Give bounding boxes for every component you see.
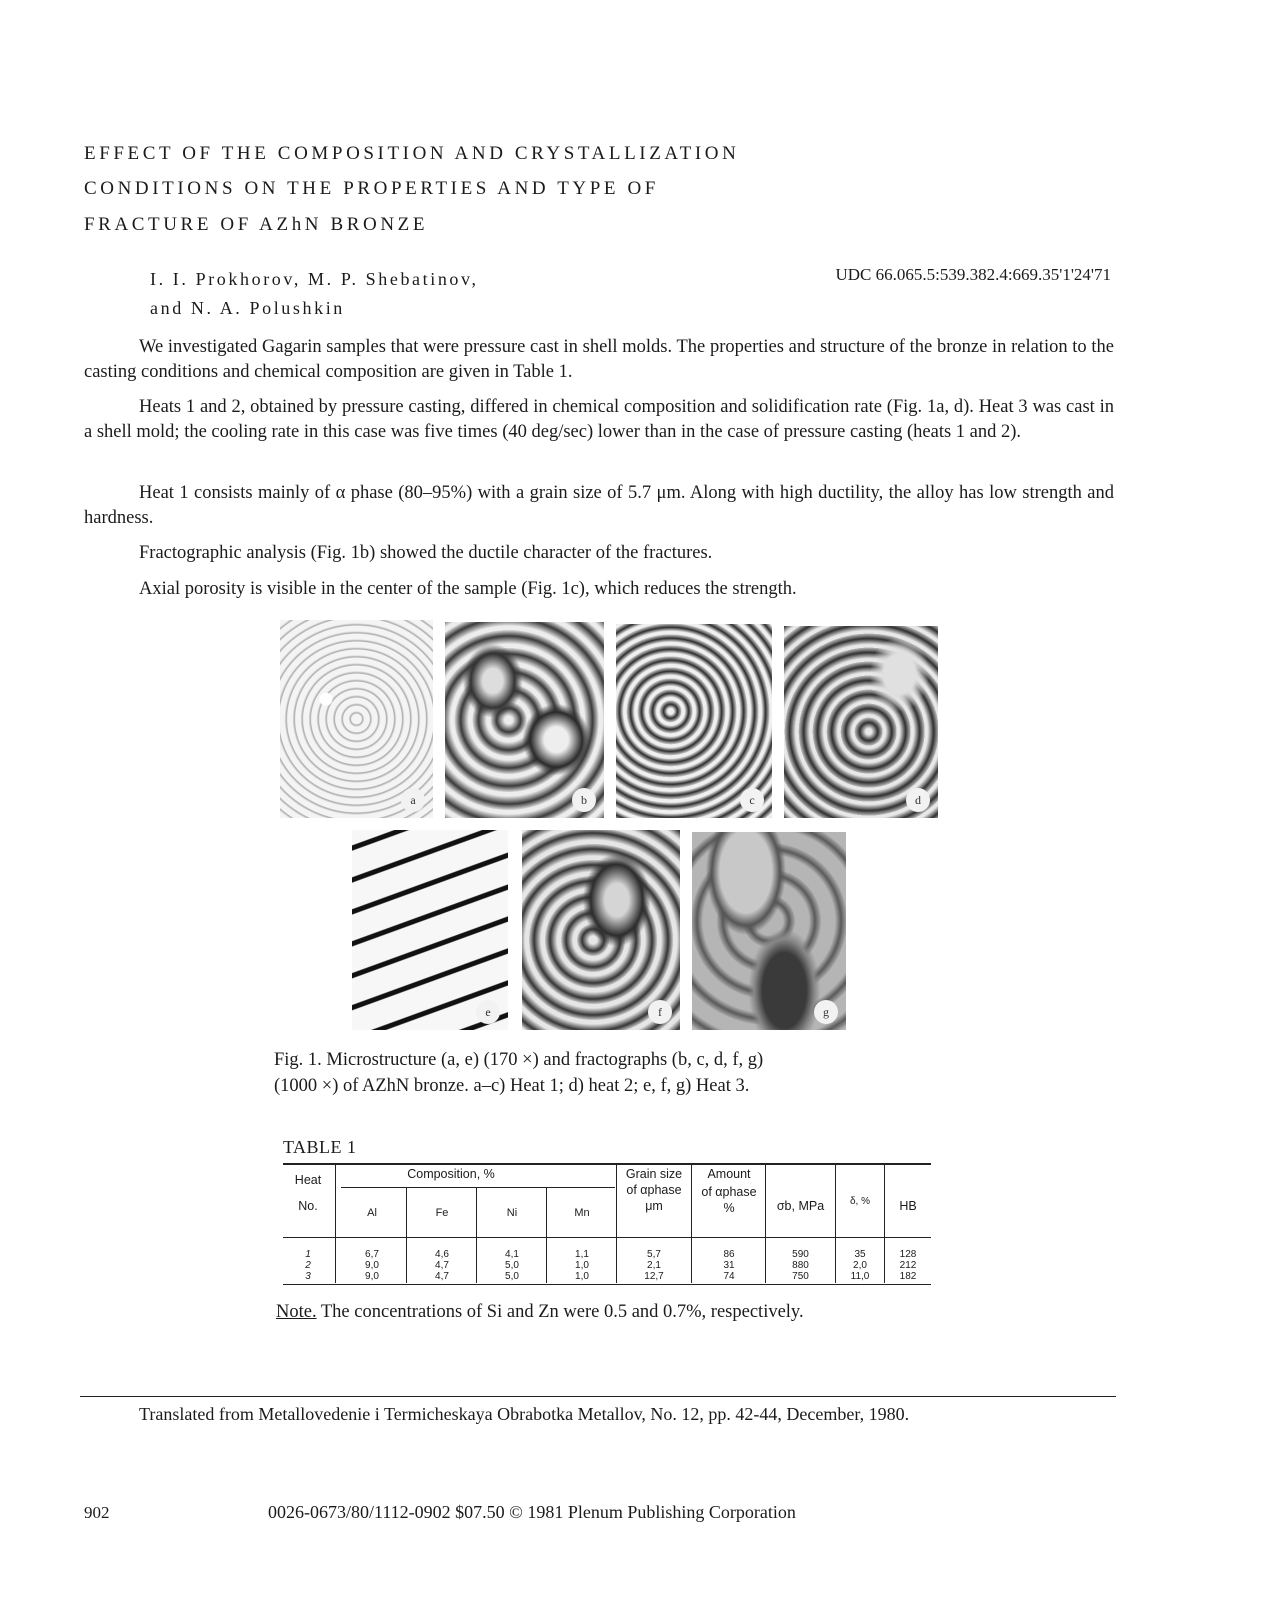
row2-mn: 1,0 (575, 1260, 589, 1271)
table-vline (546, 1188, 547, 1283)
row1-grain: 5,7 (647, 1249, 661, 1260)
table-vline (335, 1165, 336, 1283)
data-table (283, 1163, 931, 1286)
header-grain-2: of αphase (626, 1183, 682, 1197)
figure-panel-d (784, 626, 938, 818)
row1-al: 6,7 (365, 1249, 379, 1260)
row1-mn: 1,1 (575, 1249, 589, 1260)
footnote: Translated from Metallovedenie i Termicheskaya Obrabotka Metallov, No. 12, pp. 42-44, December, 1980. (139, 1404, 910, 1424)
row2-grain: 2,1 (647, 1260, 661, 1271)
panel-label-c: c (740, 788, 764, 812)
header-fe: Fe (435, 1207, 449, 1219)
title-line-1: EFFECT OF THE COMPOSITION AND CRYSTALLIZATION (84, 143, 740, 164)
row1-fe: 4,6 (435, 1249, 449, 1260)
table-bottom-rule (283, 1284, 931, 1285)
paragraph-1: We investigated Gagarin samples that were pressure cast in shell molds. The properties and structure of the bronze in relation to the casting conditions and chemical composition are given in Table 1. (84, 337, 1114, 382)
paragraph-2: Heats 1 and 2, obtained by pressure casting, differed in chemical composition and solidification rate (Fig. 1a, d). Heat 3 was cast in a shell mold; the cooling rate in this case was five times (40 deg/sec) lower than in the case of pressure casting (heats 1 and 2). (84, 397, 1114, 442)
header-sigma: σb, MPa (776, 1199, 825, 1213)
panel-label-g: g (814, 1000, 838, 1024)
row1-sigma: 590 (792, 1249, 809, 1260)
table-note (276, 1302, 804, 1323)
row3-sigma: 750 (792, 1271, 809, 1282)
row3-mn: 1,0 (575, 1271, 589, 1282)
note-label: Note. (276, 1302, 317, 1322)
row2-al: 9,0 (365, 1260, 379, 1271)
figure-panel-b (445, 622, 604, 818)
authors-line-2: and N. A. Polushkin (150, 298, 345, 318)
figure-caption-line-2: (1000 ×) of AZhN bronze. a–c) Heat 1; d) heat 2; e, f, g) Heat 3. (274, 1076, 750, 1096)
row3-hb: 182 (899, 1271, 917, 1282)
table-header-rule (283, 1237, 931, 1238)
row1-ni: 4,1 (505, 1249, 519, 1260)
figure-caption (274, 1047, 763, 1099)
paragraph-3: Heat 1 consists mainly of α phase (80–95%) with a grain size of 5.7 μm. Along with high ductility, the alloy has low strength and hardness. (84, 483, 1114, 528)
panel-label-f: f (648, 1000, 672, 1024)
panel-label-a: a (401, 788, 425, 812)
header-grain-1: Grain size (625, 1167, 683, 1181)
row1-amount: 86 (723, 1249, 735, 1260)
row3-grain: 12,7 (644, 1271, 664, 1282)
title-line-3: FRACTURE OF AZhN BRONZE (84, 214, 429, 235)
row3-delta: 11,0 (850, 1271, 870, 1282)
row1-hb: 128 (899, 1249, 917, 1260)
row2-delta: 2,0 (853, 1260, 867, 1271)
row3-heat: 3 (305, 1271, 311, 1282)
note-text: The concentrations of Si and Zn were 0.5 and 0.7%, respectively. (316, 1302, 804, 1322)
footnote-rule (80, 1396, 1116, 1397)
paragraph-4: Fractographic analysis (Fig. 1b) showed the ductile character of the fractures. (139, 543, 713, 563)
figure-panel-a (280, 620, 433, 818)
authors-line-1: I. I. Prokhorov, M. P. Shebatinov, (150, 269, 479, 289)
header-ni: Ni (506, 1207, 518, 1219)
table-title: TABLE 1 (283, 1137, 357, 1157)
table-vline (406, 1188, 407, 1283)
figure-panel-f (522, 830, 680, 1030)
copyright-line: 0026-0673/80/1112-0902 $07.50 © 1981 Plenum Publishing Corporation (268, 1502, 796, 1522)
row2-hb: 212 (899, 1260, 917, 1271)
header-amount-3: % (723, 1201, 735, 1215)
header-amount-1: Amount (707, 1167, 751, 1181)
panel-label-d: d (906, 788, 930, 812)
header-hb: HB (899, 1199, 917, 1213)
row2-amount: 31 (723, 1260, 735, 1271)
row3-ni: 5,0 (505, 1271, 519, 1282)
figure-panel-g (692, 832, 846, 1030)
table-top-rule (283, 1163, 931, 1165)
row1-heat: 1 (305, 1249, 311, 1260)
header-amount-2: of αphase (701, 1185, 757, 1199)
figure-panel-e (352, 830, 508, 1030)
header-heat-no: No. (298, 1199, 318, 1213)
authors (150, 265, 479, 323)
header-al: Al (367, 1207, 377, 1219)
row2-sigma: 880 (792, 1260, 809, 1271)
udc-code: UDC 66.065.5:539.382.4:669.35'1'24'71 (835, 265, 1111, 284)
row2-ni: 5,0 (505, 1260, 519, 1271)
paragraph-5: Axial porosity is visible in the center of the sample (Fig. 1c), which reduces the strength. (139, 579, 797, 599)
figure-caption-line-1: Fig. 1. Microstructure (a, e) (170 ×) and fractographs (b, c, d, f, g) (274, 1050, 764, 1070)
header-mn: Mn (574, 1207, 590, 1219)
panel-label-e: e (476, 1000, 500, 1024)
panel-label-b: b (572, 788, 596, 812)
figure-panel-c (616, 624, 772, 818)
title-line-2: CONDITIONS ON THE PROPERTIES AND TYPE OF (84, 178, 659, 199)
page-number: 902 (84, 1503, 110, 1522)
header-delta: δ, % (849, 1196, 870, 1207)
composition-subrule (341, 1187, 615, 1188)
header-composition: Composition, % (407, 1167, 495, 1181)
header-grain-3: μm (645, 1199, 663, 1213)
row2-fe: 4,7 (435, 1260, 449, 1271)
row3-amount: 74 (723, 1271, 735, 1282)
header-heat: Heat (294, 1173, 322, 1187)
row3-fe: 4,7 (435, 1271, 449, 1282)
row2-heat: 2 (305, 1260, 311, 1271)
row3-al: 9,0 (365, 1271, 379, 1282)
row1-delta: 35 (854, 1249, 866, 1260)
table-vline (476, 1188, 477, 1283)
